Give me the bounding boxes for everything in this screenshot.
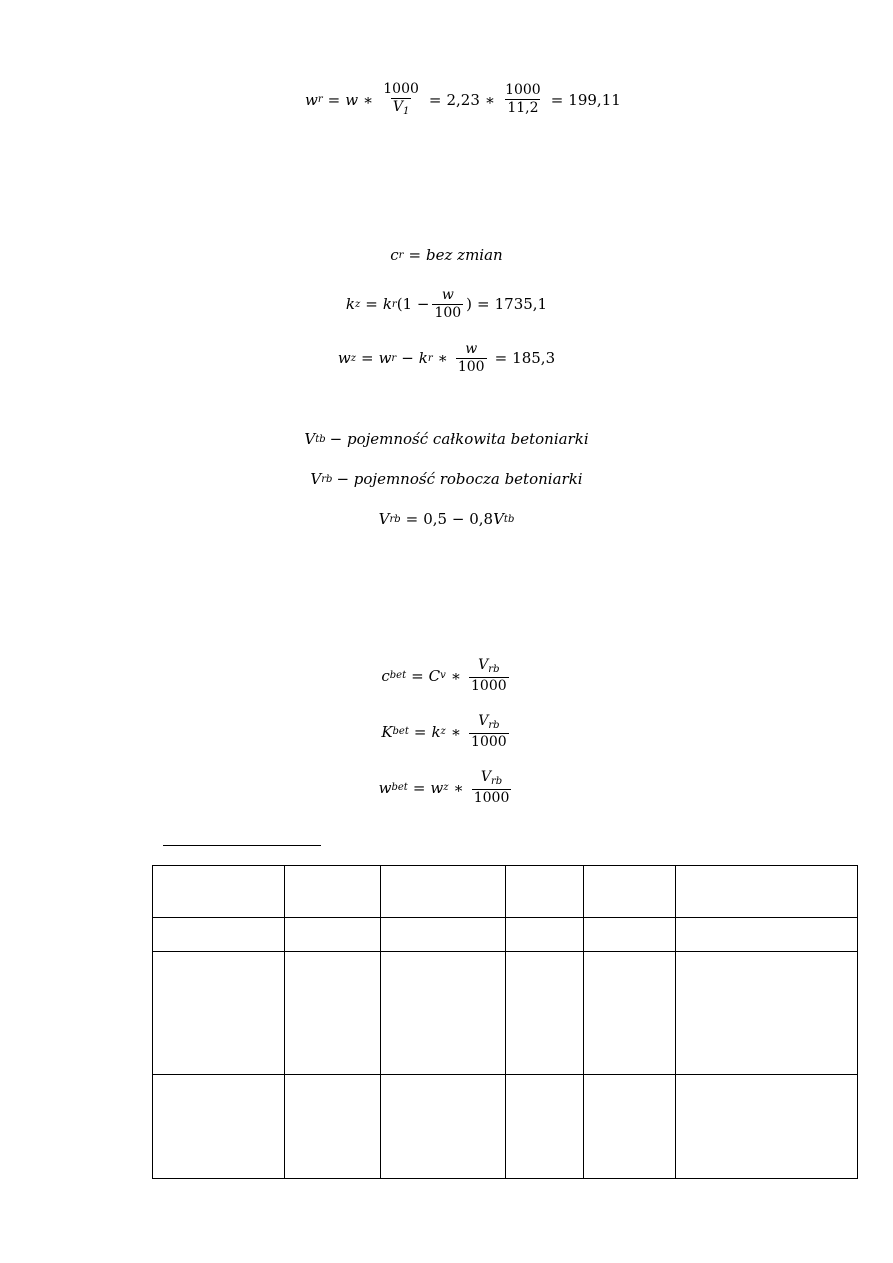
- table-row: [153, 866, 858, 918]
- table-cell: [285, 1075, 381, 1179]
- table-cell: [153, 866, 285, 918]
- equation-Kbet: K bet = k z ∗ $\frac{V_{rb}}{1000}$: [381, 713, 507, 750]
- equation-cr: c r = bez zmian: [390, 246, 503, 264]
- eq-wr-lhs: w: [305, 90, 318, 109]
- table-cell: [153, 952, 285, 1075]
- table-cell: [506, 952, 584, 1075]
- table-cell: [676, 952, 858, 1075]
- table-row: [153, 952, 858, 1075]
- equation-cbet: c bet = C v ∗ $\frac{V_{rb}}{1000}$: [381, 657, 507, 694]
- fraction: $\frac{1000}{11,2}$: [505, 82, 541, 117]
- table-cell: [285, 918, 381, 952]
- empty-table: [152, 865, 858, 1179]
- table-cell: [153, 1075, 285, 1179]
- table-cell: [285, 952, 381, 1075]
- table-cell: [676, 1075, 858, 1179]
- table-cell: [584, 952, 676, 1075]
- equation-wr: w r = w ∗ $\frac{1000}{V_1}$ = 2,23 ∗ $\frac{1000}{11,2}$ = 199,11: [305, 81, 621, 117]
- eq-wr-result: 199,11: [568, 90, 621, 109]
- table-cell: [381, 952, 506, 1075]
- fraction: $\frac{w}{100}$: [457, 341, 485, 375]
- table-cell: [676, 918, 858, 952]
- table-cell: [584, 866, 676, 918]
- equation-vrb: V rb = 0,5 − 0,8 V tb: [378, 510, 515, 528]
- table-cell: [506, 1075, 584, 1179]
- fraction: $\frac{w}{100}$: [434, 287, 462, 321]
- table-cell: [506, 866, 584, 918]
- equation-kz: k z = k r (1 − $\frac{w}{100}$ ) = 1735,1: [345, 287, 548, 321]
- table-cell: [584, 918, 676, 952]
- equation-wz: w z = w r − k r ∗ $\frac{w}{100}$ = 185,3: [337, 341, 556, 375]
- fraction: $\frac{V_{rb}}{1000}$: [473, 769, 510, 806]
- table-cell: [285, 866, 381, 918]
- eq-kz-result: 1735,1: [494, 295, 548, 314]
- table-row: [153, 918, 858, 952]
- table-cell: [381, 918, 506, 952]
- table-cell: [506, 918, 584, 952]
- definition-vtb: V tb − pojemność całkowita betoniarki: [304, 430, 589, 448]
- fraction: $\frac{V_{rb}}{1000}$: [471, 657, 507, 694]
- eq-wz-result: 185,3: [512, 349, 556, 368]
- table-row: [153, 1075, 858, 1179]
- table-cell: [153, 918, 285, 952]
- table-cell: [381, 866, 506, 918]
- fraction: $\frac{1000}{V_1}$: [383, 81, 419, 117]
- heading-underline: [163, 845, 321, 846]
- fraction: $\frac{V_{rb}}{1000}$: [471, 713, 507, 750]
- equation-wbet: w bet = w z ∗ $\frac{V_{rb}}{1000}$: [378, 769, 510, 806]
- definition-vrb: V rb − pojemność robocza betoniarki: [310, 470, 583, 488]
- table-cell: [676, 866, 858, 918]
- table-cell: [584, 1075, 676, 1179]
- table-cell: [381, 1075, 506, 1179]
